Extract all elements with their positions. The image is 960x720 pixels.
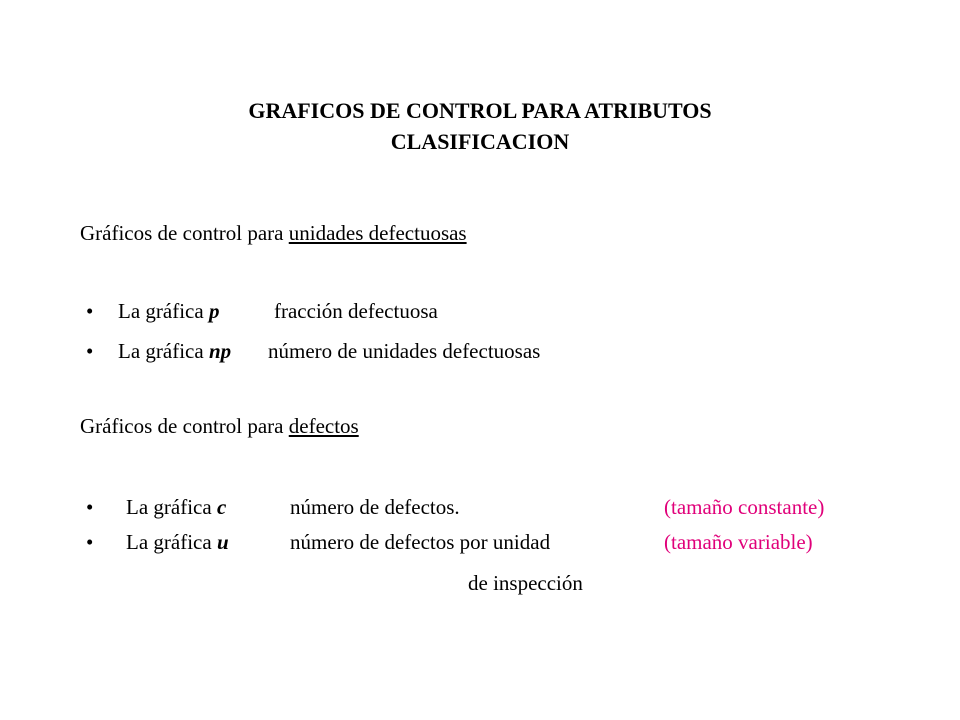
chart-name xyxy=(118,337,231,365)
list-item-c xyxy=(0,493,960,521)
chart-symbol: c xyxy=(216,495,227,519)
chart-symbol: p xyxy=(208,299,220,323)
chart-label: La gráfica xyxy=(118,299,209,323)
description-continuation: de inspección xyxy=(468,571,583,595)
list-item-u-continuation xyxy=(0,569,960,597)
title-line-1: GRAFICOS DE CONTROL PARA ATRIBUTOS xyxy=(248,98,712,123)
chart-description: fracción defectuosa xyxy=(274,299,438,323)
chart-name xyxy=(126,528,229,556)
section-heading-defectos xyxy=(80,412,359,440)
chart-name xyxy=(118,297,219,325)
section-heading-underlined: defectos xyxy=(288,414,359,438)
chart-symbol: np xyxy=(208,339,232,363)
chart-label: La gráfica xyxy=(118,339,209,363)
chart-description: número de unidades defectuosas xyxy=(268,339,541,363)
list-item-np xyxy=(0,337,960,365)
section-heading-defectuosas xyxy=(80,219,467,247)
section-heading-prefix: Gráficos de control para xyxy=(80,414,289,438)
size-note: (tamaño variable) xyxy=(664,530,813,554)
bullet: • xyxy=(86,299,94,323)
title-line-2: CLASIFICACION xyxy=(390,129,570,154)
chart-symbol: u xyxy=(216,530,229,554)
chart-description: número de defectos por unidad xyxy=(290,530,551,554)
bullet: • xyxy=(86,339,94,363)
chart-name xyxy=(126,493,226,521)
bullet: • xyxy=(86,530,94,554)
bullet: • xyxy=(86,495,94,519)
chart-label: La gráfica xyxy=(126,530,217,554)
chart-label: La gráfica xyxy=(126,495,217,519)
section-heading-prefix: Gráficos de control para xyxy=(80,221,289,245)
size-note: (tamaño constante) xyxy=(664,495,825,519)
section-heading-underlined: unidades defectuosas xyxy=(288,221,467,245)
chart-description: número de defectos. xyxy=(290,495,460,519)
list-item-u xyxy=(0,528,960,556)
list-item-p xyxy=(0,297,960,325)
